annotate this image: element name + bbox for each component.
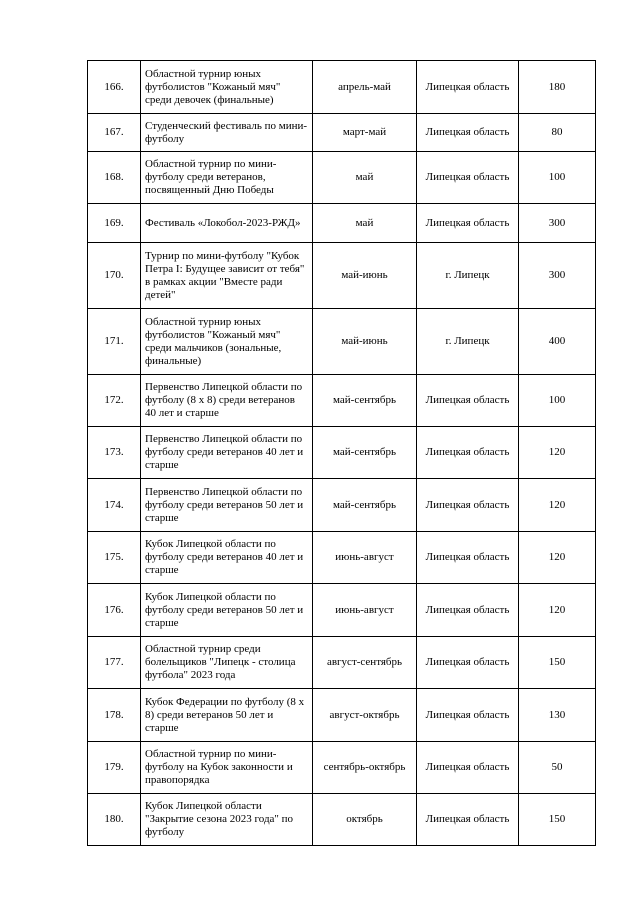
event-period: март-май bbox=[313, 114, 417, 152]
event-name: Кубок Липецкой области по футболу среди ветеранов 50 лет и старше bbox=[141, 584, 313, 637]
table-row bbox=[88, 637, 596, 689]
row-number: 168. bbox=[88, 152, 141, 204]
event-name: Кубок Липецкой области "Закрытие сезона 2023 года" по футболу bbox=[141, 794, 313, 846]
row-number: 172. bbox=[88, 375, 141, 427]
event-place: Липецкая область bbox=[417, 114, 519, 152]
table-row bbox=[88, 152, 596, 204]
event-name: Студенческий фестиваль по мини-футболу bbox=[141, 114, 313, 152]
event-name: Турнир по мини-футболу "Кубок Петра I: Будущее зависит от тебя" в рамках акции "Вместе ради детей" bbox=[141, 243, 313, 309]
participant-count: 120 bbox=[519, 532, 596, 584]
event-place: г. Липецк bbox=[417, 243, 519, 309]
event-period: август-октябрь bbox=[313, 689, 417, 742]
event-period: апрель-май bbox=[313, 61, 417, 114]
row-number: 170. bbox=[88, 243, 141, 309]
event-period: май-июнь bbox=[313, 309, 417, 375]
row-number: 175. bbox=[88, 532, 141, 584]
event-name: Областной турнир юных футболистов "Кожаный мяч" среди мальчиков (зональные, финальные) bbox=[141, 309, 313, 375]
event-name: Первенство Липецкой области по футболу (8 х 8) среди ветеранов 40 лет и старше bbox=[141, 375, 313, 427]
event-period: май bbox=[313, 152, 417, 204]
event-name: Кубок Липецкой области по футболу среди ветеранов 40 лет и старше bbox=[141, 532, 313, 584]
table-row bbox=[88, 794, 596, 846]
participant-count: 150 bbox=[519, 794, 596, 846]
row-number: 180. bbox=[88, 794, 141, 846]
table-row bbox=[88, 309, 596, 375]
event-name: Фестиваль «Локобол-2023-РЖД» bbox=[141, 204, 313, 243]
row-number: 178. bbox=[88, 689, 141, 742]
row-number: 166. bbox=[88, 61, 141, 114]
event-name: Первенство Липецкой области по футболу среди ветеранов 40 лет и старше bbox=[141, 427, 313, 479]
event-period: октябрь bbox=[313, 794, 417, 846]
table-row bbox=[88, 479, 596, 532]
participant-count: 80 bbox=[519, 114, 596, 152]
event-name: Областной турнир по мини-футболу на Кубок законности и правопорядка bbox=[141, 742, 313, 794]
participant-count: 120 bbox=[519, 479, 596, 532]
event-name: Областной турнир юных футболистов "Кожаный мяч" среди девочек (финальные) bbox=[141, 61, 313, 114]
table-row bbox=[88, 584, 596, 637]
event-period: май bbox=[313, 204, 417, 243]
row-number: 176. bbox=[88, 584, 141, 637]
event-place: Липецкая область bbox=[417, 427, 519, 479]
event-period: май-сентябрь bbox=[313, 479, 417, 532]
event-name: Кубок Федерации по футболу (8 х 8) среди ветеранов 50 лет и старше bbox=[141, 689, 313, 742]
row-number: 167. bbox=[88, 114, 141, 152]
table-row bbox=[88, 61, 596, 114]
table-row bbox=[88, 204, 596, 243]
event-name: Областной турнир среди болельщиков "Липецк - столица футбола" 2023 года bbox=[141, 637, 313, 689]
participant-count: 300 bbox=[519, 204, 596, 243]
table-row bbox=[88, 114, 596, 152]
row-number: 179. bbox=[88, 742, 141, 794]
event-period: май-сентябрь bbox=[313, 427, 417, 479]
participant-count: 300 bbox=[519, 243, 596, 309]
event-place: Липецкая область bbox=[417, 375, 519, 427]
participant-count: 400 bbox=[519, 309, 596, 375]
table-row bbox=[88, 243, 596, 309]
participant-count: 120 bbox=[519, 427, 596, 479]
row-number: 169. bbox=[88, 204, 141, 243]
event-place: г. Липецк bbox=[417, 309, 519, 375]
event-place: Липецкая область bbox=[417, 637, 519, 689]
participant-count: 50 bbox=[519, 742, 596, 794]
event-place: Липецкая область bbox=[417, 584, 519, 637]
event-place: Липецкая область bbox=[417, 152, 519, 204]
event-place: Липецкая область bbox=[417, 61, 519, 114]
events-table bbox=[87, 60, 596, 846]
row-number: 177. bbox=[88, 637, 141, 689]
event-period: июнь-август bbox=[313, 532, 417, 584]
participant-count: 120 bbox=[519, 584, 596, 637]
row-number: 171. bbox=[88, 309, 141, 375]
table-row bbox=[88, 427, 596, 479]
participant-count: 100 bbox=[519, 152, 596, 204]
event-place: Липецкая область bbox=[417, 204, 519, 243]
event-period: май-сентябрь bbox=[313, 375, 417, 427]
participant-count: 150 bbox=[519, 637, 596, 689]
event-place: Липецкая область bbox=[417, 479, 519, 532]
event-place: Липецкая область bbox=[417, 532, 519, 584]
event-place: Липецкая область bbox=[417, 742, 519, 794]
table-row bbox=[88, 532, 596, 584]
event-period: май-июнь bbox=[313, 243, 417, 309]
event-period: сентябрь-октябрь bbox=[313, 742, 417, 794]
event-place: Липецкая область bbox=[417, 689, 519, 742]
event-place: Липецкая область bbox=[417, 794, 519, 846]
row-number: 174. bbox=[88, 479, 141, 532]
participant-count: 130 bbox=[519, 689, 596, 742]
table-row bbox=[88, 742, 596, 794]
participant-count: 100 bbox=[519, 375, 596, 427]
participant-count: 180 bbox=[519, 61, 596, 114]
event-name: Первенство Липецкой области по футболу среди ветеранов 50 лет и старше bbox=[141, 479, 313, 532]
event-period: июнь-август bbox=[313, 584, 417, 637]
table-row bbox=[88, 689, 596, 742]
table-row bbox=[88, 375, 596, 427]
event-name: Областной турнир по мини-футболу среди ветеранов, посвященный Дню Победы bbox=[141, 152, 313, 204]
event-period: август-сентябрь bbox=[313, 637, 417, 689]
row-number: 173. bbox=[88, 427, 141, 479]
